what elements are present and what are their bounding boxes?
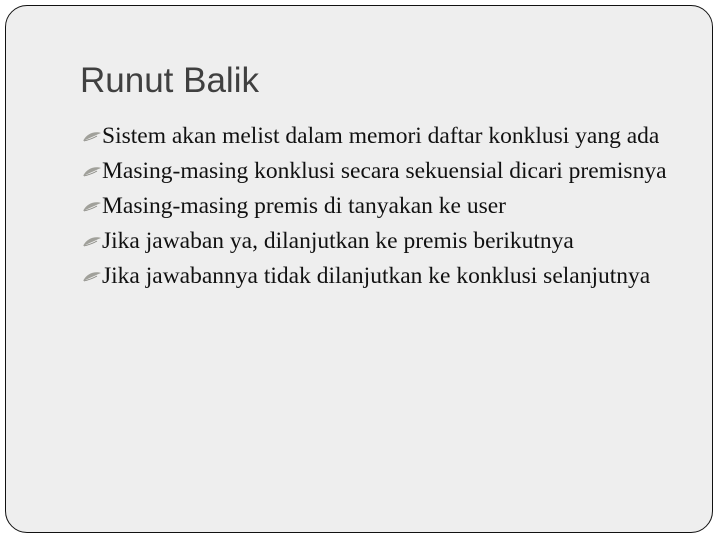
leaf-bullet-icon [82, 131, 102, 143]
bullet-item [80, 158, 680, 185]
bullet-text: Masing-masing premis di tanyakan ke user [102, 193, 506, 219]
slide-title: Runut Balik [80, 61, 259, 100]
bullet-item [80, 193, 680, 220]
leaf-bullet-icon [82, 201, 102, 213]
bullet-item [80, 263, 680, 290]
leaf-bullet-icon [82, 271, 102, 283]
leaf-bullet-icon [82, 166, 102, 178]
bullet-item [80, 123, 680, 150]
leaf-bullet-icon [82, 236, 102, 248]
bullet-text: Sistem akan melist dalam memori daftar konklusi yang ada [102, 123, 660, 149]
bullet-text: Jika jawaban ya, dilanjutkan ke premis berikutnya [102, 228, 574, 254]
bullet-item [80, 228, 680, 255]
bullet-text: Masing-masing konklusi secara sekuensial dicari premisnya [102, 158, 667, 184]
bullet-list [80, 123, 680, 298]
slide [5, 5, 713, 533]
bullet-text: Jika jawabannya tidak dilanjutkan ke konklusi selanjutnya [102, 263, 651, 289]
